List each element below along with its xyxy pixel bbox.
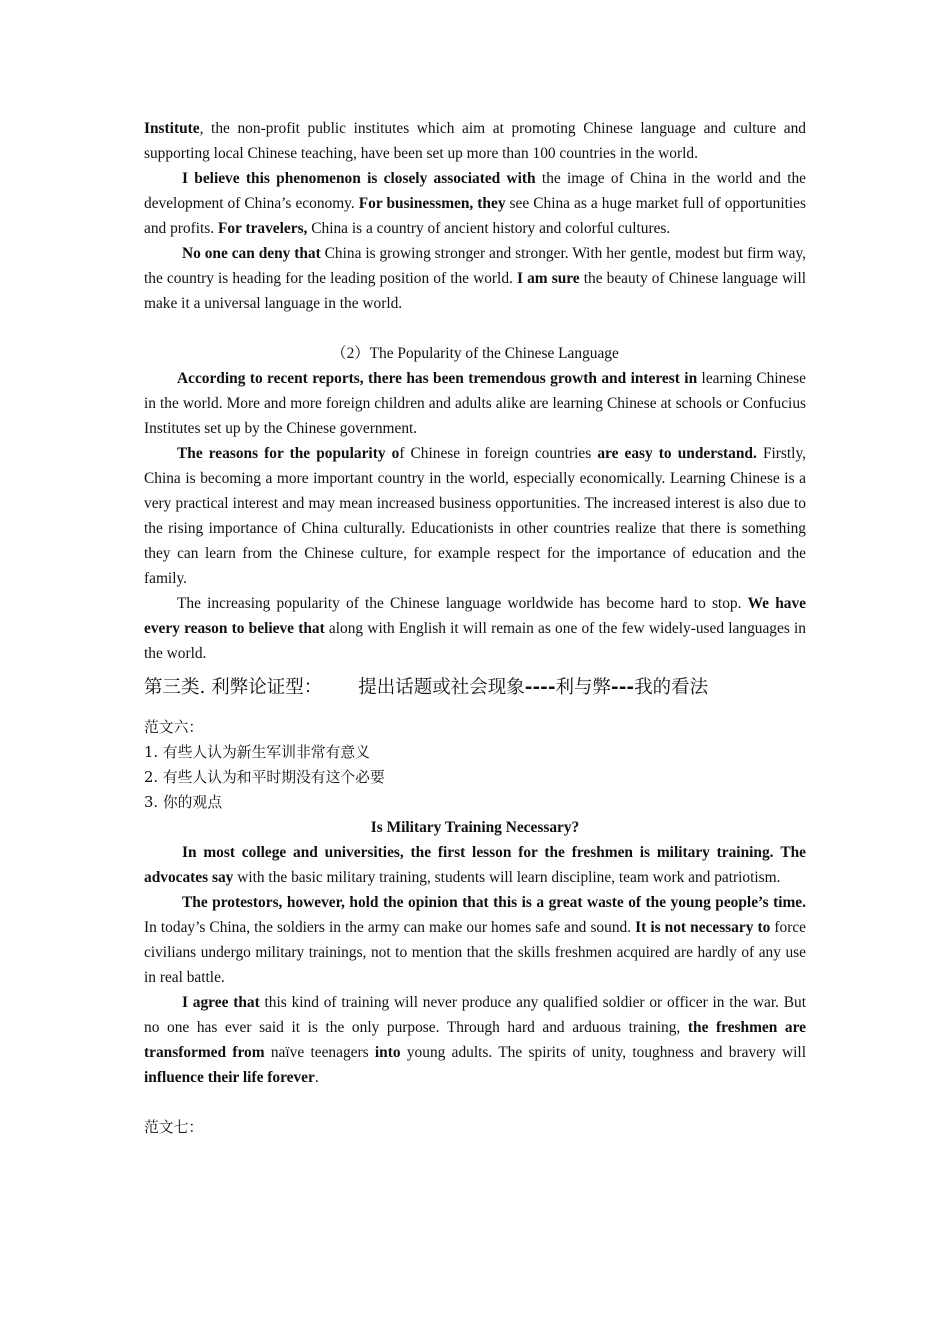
list-item: 2. 有些人认为和平时期没有这个必要 [144, 769, 385, 786]
paragraph-protestors [144, 890, 806, 990]
category-label: 第三类. 利弊论证型： [144, 677, 323, 698]
text-run: the image of China in the world and the development of China’s economy. [144, 170, 807, 212]
bold-phrase: According to recent reports, there has been tremendous growth and interest in [177, 370, 698, 387]
text-run: see China as a huge market full of opportunities and profits. [144, 195, 806, 237]
text-run: along with English it will remain as one of the few widely-used languages in the world. [144, 620, 806, 662]
text-run: The increasing popularity of the Chinese language worldwide has become hard to stop. [177, 595, 748, 612]
text-run: China is a country of ancient history and colorful cultures. [307, 220, 671, 237]
bold-phrase: In most college and universities, the first lesson for the freshmen is military training. [182, 844, 774, 861]
text-run: naïve teenagers [264, 1044, 375, 1061]
category-desc-c: 我的看法 [634, 677, 709, 698]
list-item: 1. 有些人认为新生军训非常有意义 [144, 744, 370, 761]
bold-phrase: I believe this phenomenon is closely associated with [182, 170, 536, 187]
list-item: 3. 你的观点 [144, 794, 223, 811]
bold-phrase: The reasons for the popularity o [177, 445, 400, 462]
sample-label: 范文七： [144, 1119, 204, 1136]
text-run: young adults. The spirits of unity, toughness and bravery will [400, 1044, 806, 1061]
document-page [144, 116, 806, 1140]
text-run: f Chinese in foreign countries [399, 445, 598, 462]
paragraph-recent-reports [144, 366, 806, 441]
sample-label: 范文六： [144, 719, 204, 736]
bold-phrase: I am sure [516, 270, 580, 287]
text-run: the beauty of Chinese language will make it a universal language in the world. [144, 270, 806, 312]
bold-phrase: into [374, 1044, 401, 1061]
paragraph-conclusion [144, 241, 806, 316]
bold-phrase: I agree that [182, 994, 260, 1011]
category-desc-a: 提出话题或社会现象 [358, 677, 525, 698]
section-heading: （2）The Popularity of the Chinese Language [331, 345, 619, 362]
paragraph-increasing-popularity [144, 591, 806, 666]
spacer [144, 1090, 806, 1115]
category-desc-b: 利与弊 [555, 677, 612, 698]
text-run: . [314, 1069, 319, 1086]
paragraph-confucius-institute [144, 116, 806, 166]
bold-phrase: For businessmen, they [358, 195, 506, 212]
bold-phrase: We have every reason to believe that [144, 595, 806, 637]
paragraph-reasons [144, 441, 806, 591]
bold-phrase: the freshmen are transformed from [144, 1019, 806, 1061]
bold-phrase: Institute [144, 120, 200, 137]
category-heading [144, 675, 806, 701]
bold-phrase: The protestors, however, hold the opinion that this is a great waste of the young people’s time. [182, 894, 806, 911]
bold-phrase: are easy to understand. [597, 445, 757, 462]
essay-title-text: Is Military Training Necessary? [370, 819, 580, 836]
text-run: force civilians undergo military trainings, not to mention that the skills freshmen acquired are hardly of any use in real battle. [144, 919, 806, 986]
text-run: Firstly, China is becoming a more important country in the world, especially economically. Learning Chinese is a very practical interest and may mean increased business opportunities. The increased interest is also due to the rising importance of China culturally. Educationists in other countries realize that there is something they can learn from the Chinese culture, for example respect for the importance of education and the family. [144, 445, 806, 587]
bold-phrase: No one can deny that [182, 245, 321, 262]
text-run: with the basic military training, students will learn discipline, team work and patriotism. [233, 869, 781, 886]
category-dash: ---- [524, 677, 556, 698]
prompt-list [144, 740, 806, 815]
bold-phrase: It is not necessary to [635, 919, 771, 936]
text-run: In today’s China, the soldiers in the army can make our homes safe and sound. [144, 919, 636, 936]
bold-phrase: For travelers, [217, 220, 308, 237]
spacer [144, 316, 806, 341]
bold-phrase: influence their life forever [144, 1069, 315, 1086]
essay-title [144, 815, 806, 840]
text-run: this kind of training will never produce any qualified soldier or officer in the war. But no one has ever said it is the only purpose. Through hard and arduous training, [144, 994, 807, 1036]
category-dash: --- [611, 677, 635, 698]
text-run: China is growing stronger and stronger. With her gentle, modest but firm way, the country is heading for the leading position of the world. [144, 245, 806, 287]
text-run: learning Chinese in the world. More and more foreign children and adults alike are learning Chinese at schools or Confucius Institutes set up by the Chinese government. [144, 370, 806, 437]
text-run: , the non-profit public institutes which aim at promoting Chinese language and culture and supporting local Chinese teaching, have been set up more than 100 countries in the world. [144, 120, 806, 162]
paragraph-military-intro [144, 840, 806, 890]
bold-phrase: The advocates say [144, 844, 806, 886]
paragraph-phenomenon [144, 166, 806, 241]
paragraph-opinion [144, 990, 806, 1090]
